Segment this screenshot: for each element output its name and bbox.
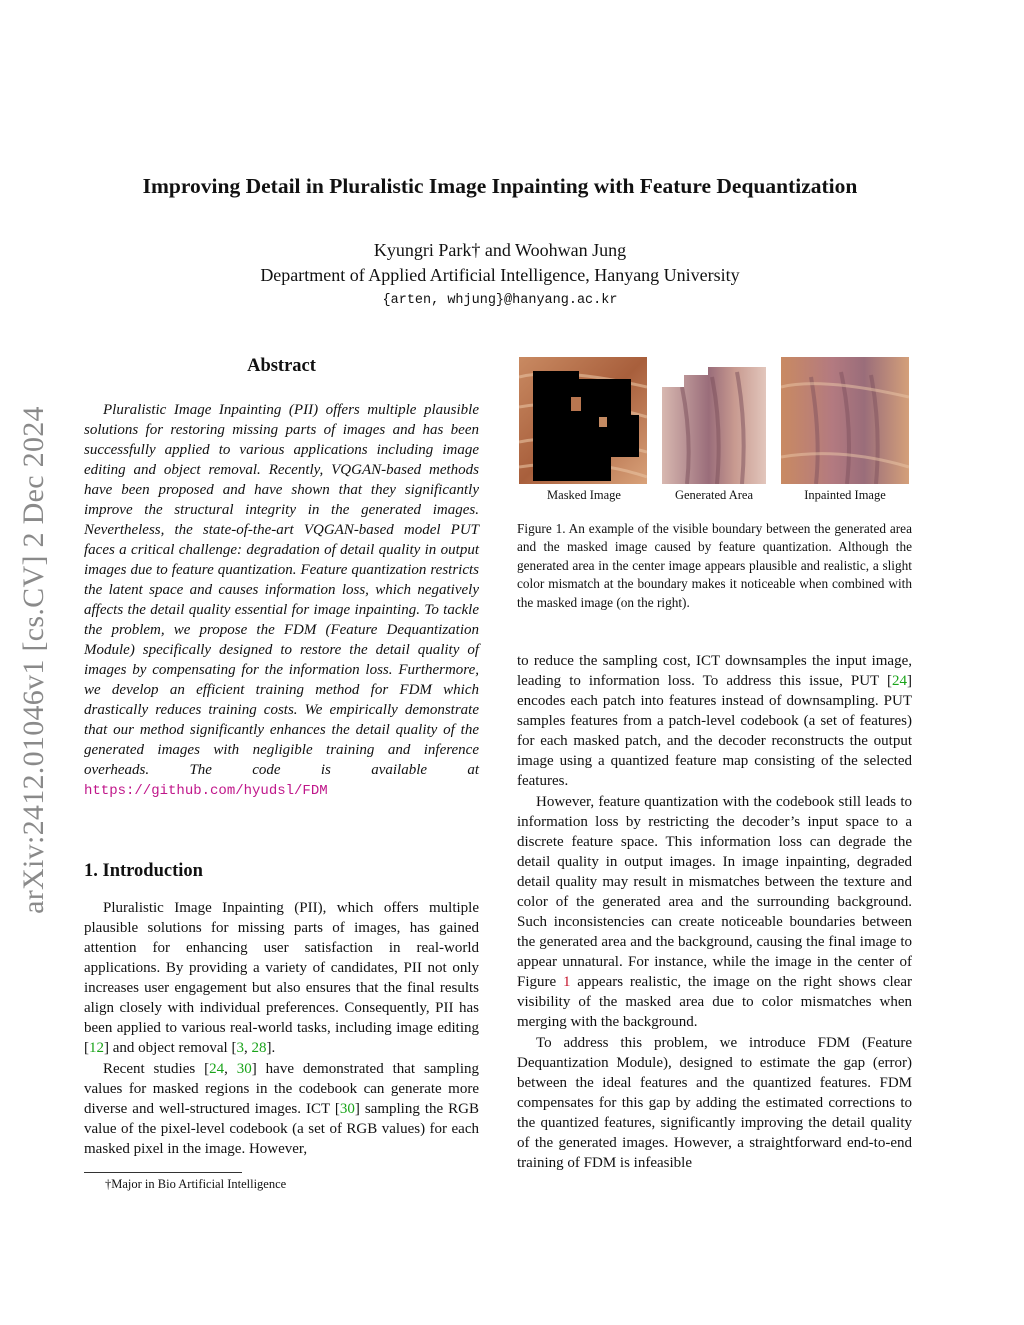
generated-area-image: [662, 357, 766, 484]
right-column-body: [517, 651, 912, 1173]
figure-label-masked: Masked Image: [547, 488, 621, 502]
arxiv-stamp: arXiv:2412.01046v1 [cs.CV] 2 Dec 2024: [17, 406, 50, 914]
citation-link[interactable]: 3: [236, 1040, 244, 1056]
citation-link[interactable]: 30: [236, 1061, 252, 1077]
citation-link[interactable]: 28: [251, 1040, 267, 1056]
intro-paragraph-2: Recent studies [24, 30] have demonstrated that sampling values for masked regions in the codebook can generate more diverse and well-structured images. ICT [30] sampling the RGB value of the pixel-level codebook (a set of RGB values) for each masked pixel in the image. However,: [84, 1061, 480, 1157]
citation-link[interactable]: 24: [892, 673, 907, 689]
right-paragraph-1: to reduce the sampling cost, ICT downsamples the input image, leading to information loss. To address this issue, PUT [24] encodes each patch into features instead of downsampling. PUT samples features from a patch-level codebook (a set of features) for each masked patch, and the decoder reconstructs the output image using a quantized feature map consisting of the selected features.: [517, 653, 912, 789]
intro-paragraph-1: Pluralistic Image Inpainting (PII), which offers multiple plausible solutions for missing parts of images, has gained attention for enhancing user satisfaction in real-world applications. By providing a variety of candidates, PII not only increases user engagement but also ensures that the final results align closely with individual preferences. Consequently, PII has been applied to various real-world tasks, including image editing [12] and object removal [3, 28].: [84, 900, 479, 1056]
inpainted-image: [781, 357, 909, 484]
abstract-heading: Abstract: [247, 356, 316, 376]
arxiv-sidebar: [10, 380, 58, 940]
figure-label-generated: Generated Area: [674, 488, 754, 502]
figure-caption: Figure 1. An example of the visible boundary between the generated area and the masked image caused by feature quantization. Although the generated area in the center image appears plausible and realistic, a slight color mismatch at the boundary makes it noticeable when combined with the masked image (on the right).: [517, 521, 912, 610]
abstract-text: Pluralistic Image Inpainting (PII) offers multiple plausible solutions for restoring missing parts of images and has been successfully applied to various applications including image editing and object removal. Recently, VQGAN-based methods have been proposed and have shown that they significantly improve the structural integrity in the generated images. Nevertheless, the state-of-the-art VQGAN-based model PUT faces a critical challenge: degradation of detail quality in output images due to feature quantization. Feature quantization restricts the latent space and causes information loss, which negatively affects the detail quality essential for image inpainting. To tackle the problem, we propose the FDM (Feature Dequantization Module) specifically designed to restore the detail quality of images by compensating for the information loss. Furthermore, we develop an efficient training method for FDM which drastically reduces training costs. We empirically demonstrate that our method significantly enhances the detail quality of the generated images with negligible training and inference overheads. The code is available at: [84, 402, 479, 778]
author-email: {arten, whjung}@hanyang.ac.kr: [382, 293, 618, 308]
paper-title: Improving Detail in Pluralistic Image Inpainting with Feature Dequantization: [142, 174, 858, 198]
abstract-body: [84, 400, 479, 801]
citation-link[interactable]: 24: [209, 1061, 225, 1077]
affiliation: Department of Applied Artificial Intelligence, Hanyang University: [260, 265, 740, 285]
footnote-divider: [84, 1172, 242, 1173]
intro-heading: 1. Introduction: [84, 861, 203, 881]
intro-body: [84, 898, 479, 1159]
right-paragraph-2: However, feature quantization with the codebook still leads to information loss by restricting the decoder’s input space to a discrete feature space. This information loss can degrade the detail quality in output images. In image inpainting, degraded detail quality may result in mismatches between the texture and color of the generated area and the surrounding background. Such inconsistencies can create noticeable boundaries between the generated area and the background, causing the final image to appear unnatural. For instance, while the image in the center of Figure 1 appears realistic, the image on the right shows clear visibility of the masked area due to color mismatches when merging with the background.: [517, 794, 912, 1030]
footnote: †Major in Bio Artificial Intelligence: [105, 1177, 287, 1191]
citation-link[interactable]: 12: [89, 1040, 104, 1056]
figure-label-inpainted: Inpainted Image: [804, 488, 886, 502]
figure-ref-link[interactable]: 1: [562, 974, 571, 990]
author-list: Kyungri Park† and Woohwan Jung: [373, 240, 627, 260]
citation-link[interactable]: 30: [339, 1101, 355, 1117]
figure-1: [517, 357, 912, 507]
right-paragraph-3: To address this problem, we introduce FDM (Feature Dequantization Module), designed to estimate the gap (error) between the ideal features and the quantized features. FDM compensates for this gap by adding the estimated corrections to the quantized features, significantly improving the detail quality of the generated images. However, a straightforward end-to-end training of FDM is infeasible: [517, 1035, 912, 1171]
code-link[interactable]: https://github.com/hyudsl/FDM: [84, 783, 328, 799]
masked-image: [519, 357, 647, 484]
